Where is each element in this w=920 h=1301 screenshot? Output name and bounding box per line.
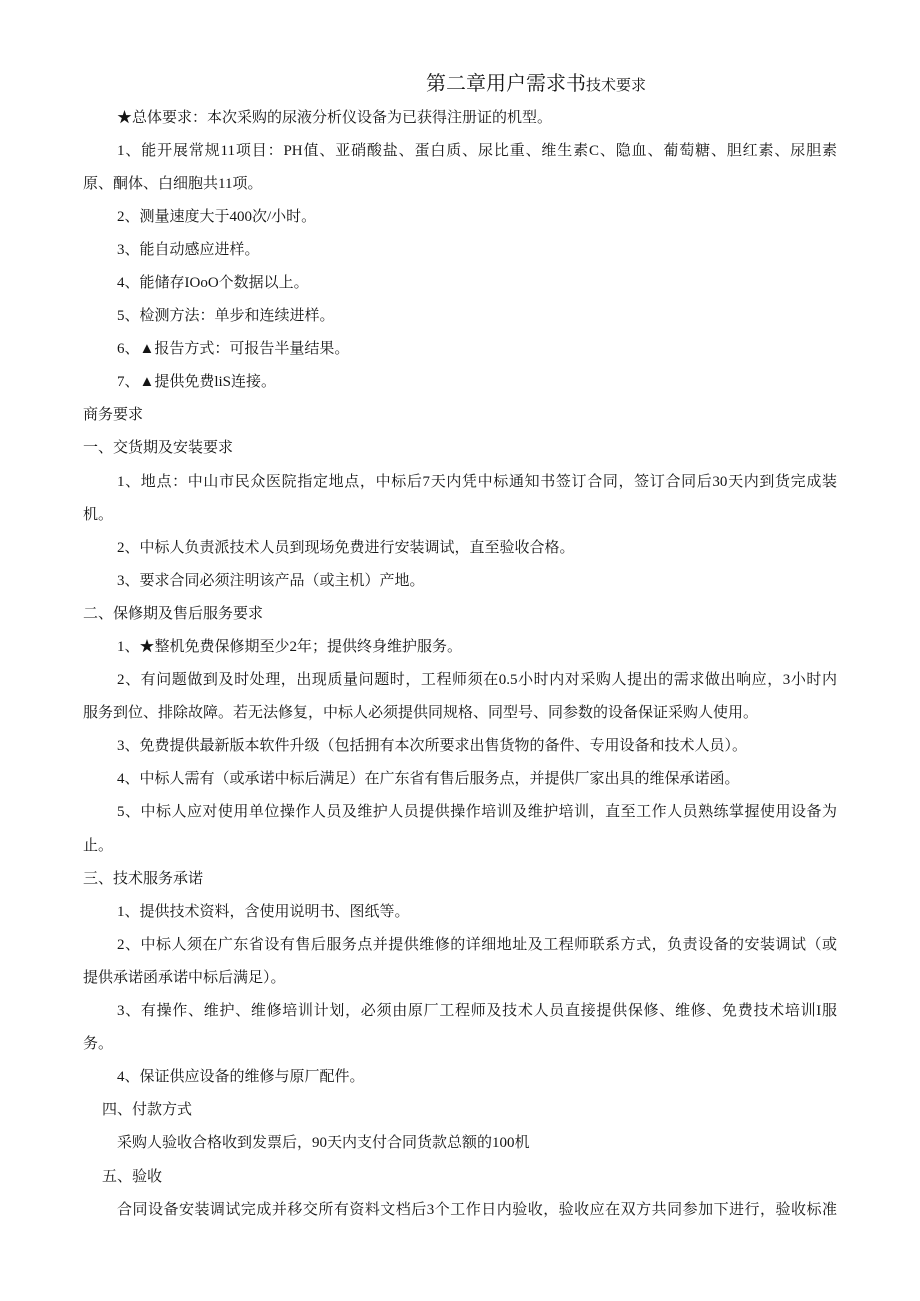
warranty-item-line: 2、有问题做到及时处理，出现质量问题时，工程师须在0.5小时内对采购人提出的需求做出响应，3小时内 xyxy=(117,672,837,689)
warranty-item xyxy=(83,664,837,730)
warranty-item-line: 5、中标人应对使用单位操作人员及维护人员提供操作培训及维护培训，直至工作人员熟练掌握使用设备为 xyxy=(117,804,837,821)
delivery-item-line: 1、地点：中山市民众医院指定地点，中标后7天内凭中标通知书签订合同，签订合同后30天内到货完成装 xyxy=(117,473,837,490)
service-item: 1、提供技术资料，含使用说明书、图纸等。 xyxy=(117,903,410,920)
tech-item: 6、▲报告方式：可报告半量结果。 xyxy=(117,341,350,358)
tech-item: 2、测量速度大于400次/小时。 xyxy=(117,208,317,225)
delivery-item xyxy=(83,466,837,532)
warranty-item: 4、中标人需有（或承诺中标后满足）在广东省有售后服务点，并提供厂家出具的维保承诺函。 xyxy=(117,771,740,788)
delivery-item: 2、中标人负责派技术人员到现场免费进行安装调试，直至验收合格。 xyxy=(117,539,575,556)
chapter-subtitle: 技术要求 xyxy=(586,78,647,94)
acceptance-text: 合同设备安装调试完成并移交所有资料文档后3个工作日内验收，验收应在双方共同参加下进行，验收标准 xyxy=(117,1201,837,1218)
tech-item: 5、检测方法：单步和连续进样。 xyxy=(117,308,335,325)
subsection-heading-service: 三、技术服务承诺 xyxy=(83,870,204,887)
warranty-item-line: 服务到位、排除故障。若无法修复，中标人必须提供同规格、同型号、同参数的设备保证采购人使用。 xyxy=(83,705,759,722)
subsection-heading-delivery: 一、交货期及安装要求 xyxy=(83,440,234,457)
service-item-line: 提供承诺函承诺中标后满足）。 xyxy=(83,969,286,986)
service-item xyxy=(83,929,837,995)
service-item: 4、保证供应设备的维修与原厂配件。 xyxy=(117,1069,365,1086)
delivery-item: 3、要求合同必须注明该产品（或主机）产地。 xyxy=(117,572,425,589)
delivery-item-line: 机。 xyxy=(83,506,114,523)
section-heading: 商务要求 xyxy=(83,407,144,424)
subsection-heading-payment: 四、付款方式 xyxy=(102,1102,193,1119)
service-item-line: 2、中标人须在广东省设有售后服务点并提供维修的详细地址及工程师联系方式，负责设备的安装调试（或 xyxy=(117,936,837,953)
payment-text: 采购人验收合格收到发票后，90天内支付合同货款总额的100机 xyxy=(117,1135,530,1152)
service-item xyxy=(83,995,837,1061)
overall-requirement: ★总体要求：本次采购的尿液分析仪设备为已获得注册证的机型。 xyxy=(117,109,553,126)
chapter-title: 第二章用户需求书 xyxy=(426,73,586,95)
subsection-heading-acceptance: 五、验收 xyxy=(102,1168,163,1185)
document-body xyxy=(83,102,837,1227)
tech-item: 4、能储存IOoO个数据以上。 xyxy=(117,274,309,291)
warranty-item: 3、免费提供最新版本软件升级（包括拥有本次所要求出售货物的备件、专用设备和技术人员）。 xyxy=(117,738,748,755)
tech-item-line: 1、能开展常规11项目：PH值、亚硝酸盐、蛋白质、尿比重、维生素C、隐血、葡萄糖、胆红素、尿胆素 xyxy=(117,142,837,159)
tech-item: 3、能自动感应进样。 xyxy=(117,241,260,258)
service-item-line: 3、有操作、维护、维修培训计划，必须由原厂工程师及技术人员直接提供保修、维修、免费技术培训I服 xyxy=(117,1003,837,1020)
document-title xyxy=(426,68,646,100)
tech-item: 7、▲提供免费liS连接。 xyxy=(117,374,277,391)
warranty-item xyxy=(83,796,837,862)
warranty-item: 1、★整机免费保修期至少2年；提供终身维护服务。 xyxy=(117,639,463,655)
tech-item-line: 原、酮体、白细胞共11项。 xyxy=(83,175,263,192)
service-item-line: 务。 xyxy=(83,1036,114,1053)
warranty-item-line: 止。 xyxy=(83,837,114,854)
tech-item xyxy=(83,135,837,201)
subsection-heading-warranty: 二、保修期及售后服务要求 xyxy=(83,605,264,622)
